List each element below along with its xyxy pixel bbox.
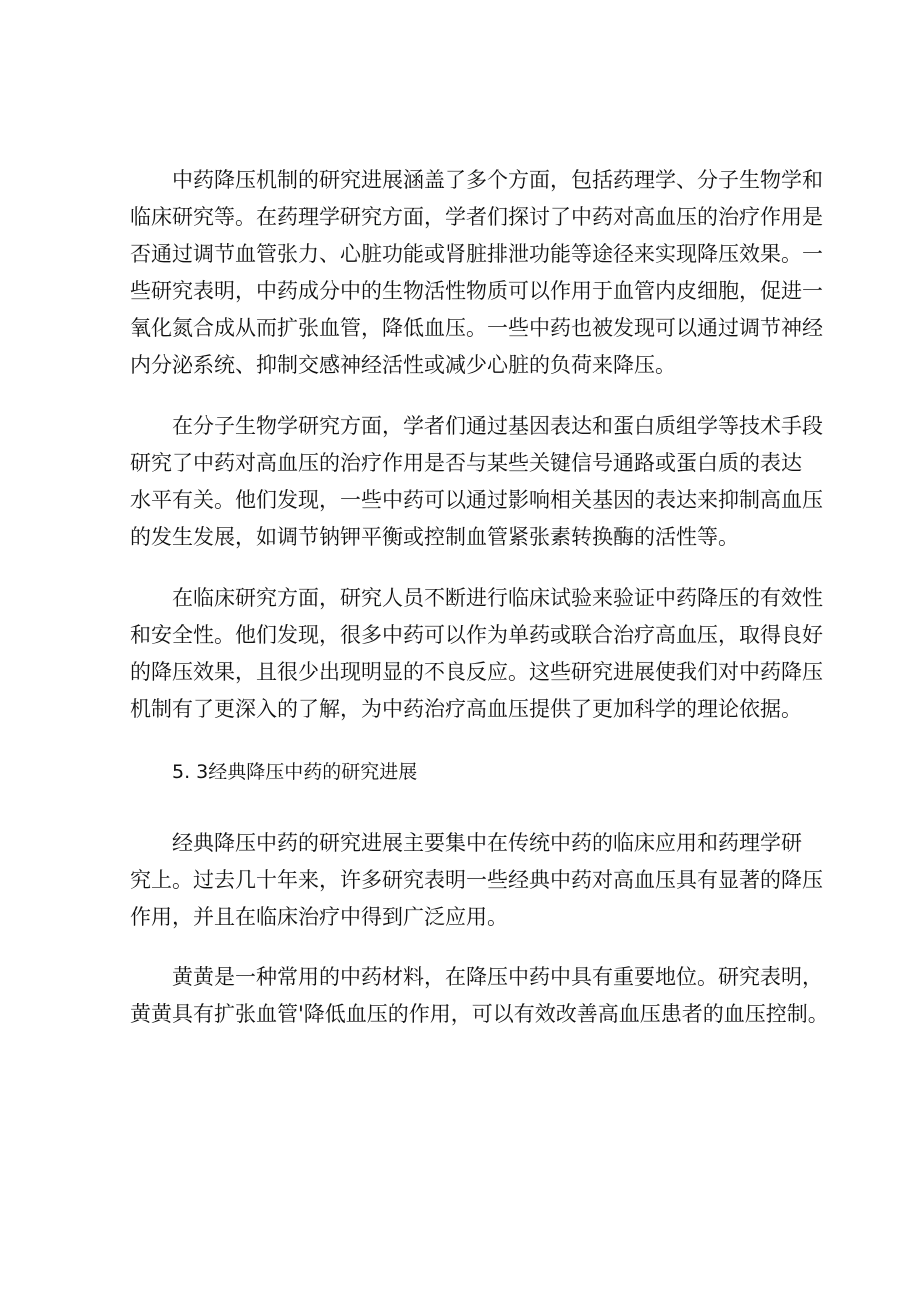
paragraph-1-line-2: 临床研究等。在药理学研究方面，学者们探讨了中药对高血压的治疗作用是 — [130, 205, 823, 229]
section-heading: 5. 3经典降压中药的研究进展 — [172, 761, 418, 783]
paragraph-1-line-6: 内分泌系统、抑制交感神经活性或减少心脏的负荷来降压。 — [130, 353, 676, 377]
paragraph-2-line-1: 在分子生物学研究方面，学者们通过基因表达和蛋白质组学等技术手段 — [172, 414, 823, 438]
paragraph-1-line-5: 氧化氮合成从而扩张血管，降低血压。一些中药也被发现可以通过调节神经 — [130, 316, 823, 340]
paragraph-3-line-3: 的降压效果，且很少出现明显的不良反应。这些研究进展使我们对中药降压 — [130, 660, 823, 684]
paragraph-3-line-1: 在临床研究方面，研究人员不断进行临床试验来验证中药降压的有效性 — [172, 586, 823, 610]
paragraph-4-line-1: 经典降压中药的研究进展主要集中在传统中药的临床应用和药理学研 — [172, 831, 802, 855]
paragraph-1-line-1: 中药降压机制的研究进展涵盖了多个方面，包括药理学、分子生物学和 — [172, 168, 823, 192]
paragraph-1-line-3: 否通过调节血管张力、心脏功能或肾脏排泄功能等途径来实现降压效果。一 — [130, 242, 823, 266]
paragraph-2-line-3: 水平有关。他们发现，一些中药可以通过影响相关基因的表达来抑制高血压 — [130, 488, 823, 512]
paragraph-5-line-1: 黄黄是一种常用的中药材料，在降压中药中具有重要地位。研究表明， — [172, 965, 823, 989]
paragraph-2-line-4: 的发生发展，如调节钠钾平衡或控制血管紧张素转换酶的活性等。 — [130, 525, 739, 549]
paragraph-3-line-2: 和安全性。他们发现，很多中药可以作为单药或联合治疗高血压，取得良好 — [130, 623, 823, 647]
paragraph-1-line-4: 些研究表明，中药成分中的生物活性物质可以作用于血管内皮细胞，促进一 — [130, 279, 823, 303]
paragraph-3-line-4: 机制有了更深入的了解，为中药治疗高血压提供了更加科学的理论依据。 — [130, 697, 802, 721]
paragraph-4-line-2: 究上。过去几十年来，许多研究表明一些经典中药对高血压具有显著的降压 — [130, 868, 823, 892]
paragraph-5-line-2: 黄黄具有扩张血管'降低血压的作用，可以有效改善高血压患者的血压控制。 — [130, 1002, 829, 1026]
paragraph-2-line-2: 研究了中药对高血压的治疗作用是否与某些关键信号通路或蛋白质的表达 — [130, 451, 802, 475]
paragraph-4-line-3: 作用，并且在临床治疗中得到广泛应用。 — [130, 905, 508, 929]
